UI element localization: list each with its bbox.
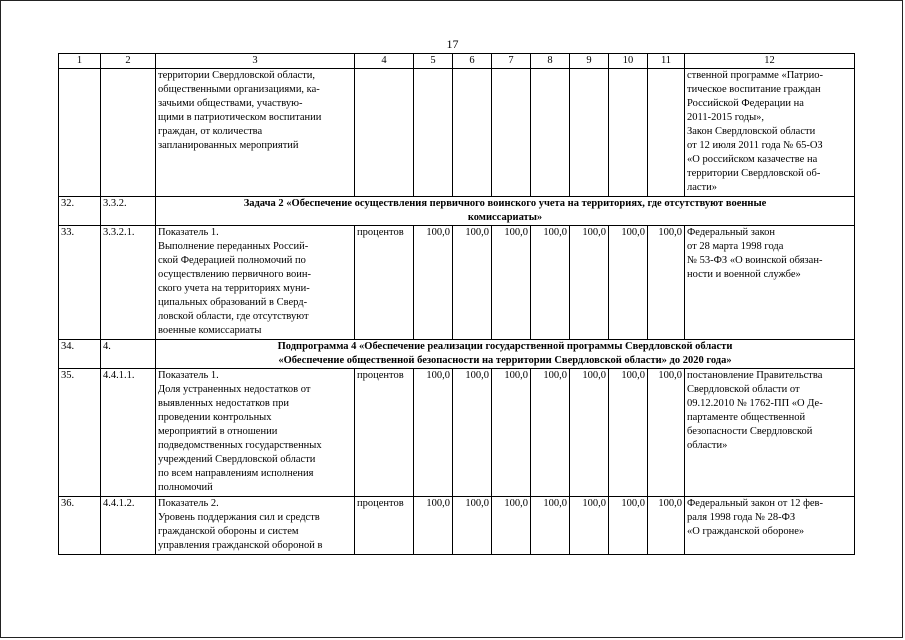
unit-cell: процентов [355, 497, 414, 555]
table-row-36 [59, 497, 855, 555]
basis-cell [685, 69, 855, 197]
value-cell: 100,0 [609, 369, 648, 497]
indicator-line: Уровень поддержания сил и средств [158, 512, 320, 523]
indicator-line: осуществлению первичного воин- [158, 269, 312, 280]
indicator-line: военные комиссариаты [158, 325, 262, 336]
section-title-line: комиссариаты» [467, 212, 543, 223]
basis-line: от 28 марта 1998 года [687, 241, 784, 252]
column-header: 12 [685, 54, 855, 69]
indicator-line: Показатель 1. [158, 227, 219, 238]
basis-line: области» [687, 440, 728, 451]
section-title-line: Подпрограмма 4 «Обеспечение реализации государственной программы Свердловской области [277, 341, 733, 352]
value-cell: 100,0 [531, 369, 570, 497]
basis-line: Свердловской области от [687, 384, 800, 395]
indicator-line: Показатель 2. [158, 498, 219, 509]
indicator-line: щими в патриотическом воспитании [158, 112, 322, 123]
basis-line: Федеральный закон от 12 фев- [687, 498, 824, 509]
basis-cell [685, 226, 855, 340]
column-header: 11 [648, 54, 685, 69]
unit-cell [355, 69, 414, 197]
value-cell: 100,0 [414, 497, 453, 555]
value-cell: 100,0 [453, 497, 492, 555]
basis-line: тическое воспитание граждан [687, 84, 821, 95]
value-cell: 100,0 [570, 226, 609, 340]
indicator-line: Показатель 1. [158, 370, 219, 381]
column-header: 3 [156, 54, 355, 69]
basis-line: Закон Свердловской области [687, 126, 816, 137]
basis-line: территории Свердловской об- [687, 168, 821, 179]
value-cell: 100,0 [609, 226, 648, 340]
indicator-line: выявленных недостатков при [158, 398, 289, 409]
unit-cell: процентов [355, 369, 414, 497]
table-row-33 [59, 226, 855, 340]
section-title-line: Задача 2 «Обеспечение осуществления первичного воинского учета на территориях, где отсутствуют военные [243, 198, 767, 209]
row-code-cell: 3.3.2. [101, 197, 156, 226]
value-cell: 100,0 [453, 226, 492, 340]
value-cell: 100,0 [609, 497, 648, 555]
row-code-cell [101, 69, 156, 197]
basis-line: Федеральный закон [687, 227, 776, 238]
indicator-cell [156, 69, 355, 197]
basis-cell [685, 497, 855, 555]
indicator-line: управления гражданской обороной в [158, 540, 323, 551]
basis-line: 2011-2015 годы», [687, 112, 764, 123]
column-header: 10 [609, 54, 648, 69]
indicator-line: ципальных образований в Сверд- [158, 297, 308, 308]
value-cell [648, 69, 685, 197]
indicator-line: зачьими обществами, участвую- [158, 98, 303, 109]
indicator-line: проведении контрольных [158, 412, 272, 423]
indicator-line: общественными организациями, ка- [158, 84, 320, 95]
indicator-line: гражданской обороны и систем [158, 526, 299, 537]
basis-line: ласти» [687, 182, 718, 193]
value-cell [531, 69, 570, 197]
indicator-line: ской Федерацией полномочий по [158, 255, 306, 266]
value-cell: 100,0 [648, 226, 685, 340]
value-cell: 100,0 [492, 497, 531, 555]
value-cell [570, 69, 609, 197]
basis-line: Российской Федерации на [687, 98, 804, 109]
row-number-cell: 34. [59, 340, 101, 369]
indicator-cell [156, 226, 355, 340]
value-cell: 100,0 [648, 369, 685, 497]
value-cell [609, 69, 648, 197]
row-code-cell: 4.4.1.1. [101, 369, 156, 497]
basis-line: раля 1998 года № 28-ФЗ [687, 512, 796, 523]
value-cell: 100,0 [531, 226, 570, 340]
value-cell: 100,0 [648, 497, 685, 555]
section-title-line: «Обеспечение общественной безопасности на территории Свердловской области» до 2020 года» [278, 355, 732, 366]
column-number-header-row [59, 54, 855, 69]
column-header: 2 [101, 54, 156, 69]
column-header: 1 [59, 54, 101, 69]
value-cell: 100,0 [570, 497, 609, 555]
column-header: 5 [414, 54, 453, 69]
indicator-line: подведомственных государственных [158, 440, 322, 451]
value-cell [414, 69, 453, 197]
basis-line: постановление Правительства [687, 370, 823, 381]
basis-line: «О российском казачестве на [687, 154, 818, 165]
row-number-cell: 33. [59, 226, 101, 340]
section-row-task-2 [59, 197, 855, 226]
section-title [156, 340, 855, 369]
basis-line: партаменте общественной [687, 412, 806, 423]
row-code-cell: 3.3.2.1. [101, 226, 156, 340]
indicators-table [58, 53, 855, 555]
page-number: 17 [446, 37, 459, 51]
value-cell [453, 69, 492, 197]
value-cell: 100,0 [531, 497, 570, 555]
indicator-line: мероприятий в отношении [158, 426, 278, 437]
basis-line: № 53-ФЗ «О воинской обязан- [687, 255, 823, 266]
section-row-subprogram-4 [59, 340, 855, 369]
indicator-line: ского учета на территориях муни- [158, 283, 310, 294]
row-number-cell [59, 69, 101, 197]
basis-line: безопасности Свердловской [687, 426, 813, 437]
basis-line: от 12 июля 2011 года № 65-ОЗ [687, 140, 823, 151]
indicator-line: полномочий [158, 482, 213, 493]
column-header: 9 [570, 54, 609, 69]
indicator-line: Доля устраненных недостатков от [158, 384, 311, 395]
column-header: 4 [355, 54, 414, 69]
indicator-line: граждан, от количества [158, 126, 263, 137]
row-number-cell: 36. [59, 497, 101, 555]
value-cell: 100,0 [414, 369, 453, 497]
table-row-continued [59, 69, 855, 197]
column-header: 6 [453, 54, 492, 69]
row-number-cell: 35. [59, 369, 101, 497]
basis-line: 09.12.2010 № 1762-ПП «О Де- [687, 398, 823, 409]
value-cell: 100,0 [492, 226, 531, 340]
indicator-line: ловской области, где отсутствуют [158, 311, 309, 322]
unit-cell: процентов [355, 226, 414, 340]
value-cell: 100,0 [492, 369, 531, 497]
value-cell: 100,0 [414, 226, 453, 340]
indicator-line: территории Свердловской области, [158, 70, 316, 81]
basis-line: ственной программе «Патрио- [687, 70, 824, 81]
indicator-line: по всем направлениям исполнения [158, 468, 314, 479]
indicator-cell [156, 369, 355, 497]
column-header: 8 [531, 54, 570, 69]
value-cell: 100,0 [453, 369, 492, 497]
basis-line: «О гражданской обороне» [687, 526, 805, 537]
basis-line: ности и военной службе» [687, 269, 801, 280]
value-cell [492, 69, 531, 197]
indicator-cell [156, 497, 355, 555]
column-header: 7 [492, 54, 531, 69]
basis-cell [685, 369, 855, 497]
value-cell: 100,0 [570, 369, 609, 497]
row-number-cell: 32. [59, 197, 101, 226]
row-code-cell: 4.4.1.2. [101, 497, 156, 555]
indicator-line: Выполнение переданных Россий- [158, 241, 309, 252]
row-code-cell: 4. [101, 340, 156, 369]
indicator-line: запланированных мероприятий [158, 140, 299, 151]
section-title [156, 197, 855, 226]
indicator-line: учреждений Свердловской области [158, 454, 316, 465]
table-row-35 [59, 369, 855, 497]
